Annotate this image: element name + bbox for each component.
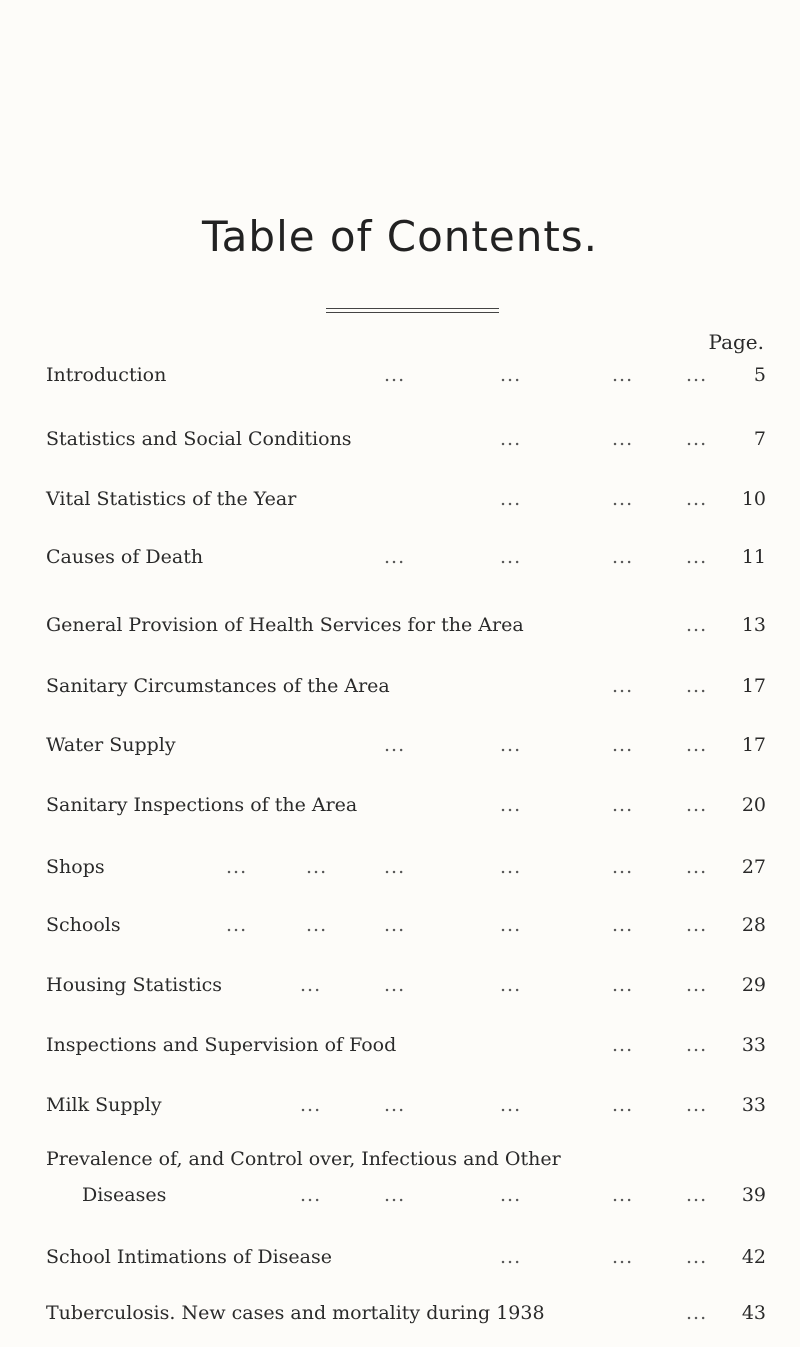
dot-leader: ... bbox=[384, 914, 406, 936]
dot-leader: ... bbox=[612, 1246, 634, 1268]
dot-leader: ... bbox=[500, 546, 522, 568]
dot-leader: ... bbox=[612, 488, 634, 510]
dot-leader: ... bbox=[500, 734, 522, 756]
toc-entry-title-continued: Diseases bbox=[82, 1184, 167, 1206]
dot-leader: ... bbox=[686, 856, 708, 878]
dot-leader: ... bbox=[612, 974, 634, 996]
dot-leader: ... bbox=[226, 914, 248, 936]
toc-entry-title: Statistics and Social Conditions bbox=[46, 428, 352, 450]
dot-leader: ... bbox=[686, 974, 708, 996]
dot-leader: ... bbox=[500, 856, 522, 878]
dot-leader: ... bbox=[300, 1184, 322, 1206]
toc-entry-page: 29 bbox=[741, 974, 766, 996]
title-divider-top bbox=[326, 308, 499, 309]
dot-leader: ... bbox=[384, 856, 406, 878]
dot-leader: ... bbox=[300, 1094, 322, 1116]
dot-leader: ... bbox=[612, 1094, 634, 1116]
dot-leader: ... bbox=[384, 734, 406, 756]
dot-leader: ... bbox=[384, 1094, 406, 1116]
title-divider-bottom bbox=[326, 312, 499, 313]
toc-entry-school-intimations bbox=[46, 1242, 766, 1272]
dot-leader: ... bbox=[612, 914, 634, 936]
page-title: Table of Contents. bbox=[201, 212, 599, 261]
toc-entry-milk-supply bbox=[46, 1090, 766, 1120]
dot-leader: ... bbox=[612, 364, 634, 386]
dot-leader: ... bbox=[612, 1034, 634, 1056]
toc-entry-page: 28 bbox=[741, 914, 766, 936]
dot-leader: ... bbox=[612, 734, 634, 756]
toc-entry-title: School Intimations of Disease bbox=[46, 1246, 333, 1268]
toc-entry-causes-of-death bbox=[46, 542, 766, 572]
toc-entry-title: Introduction bbox=[46, 364, 167, 386]
toc-entry-title: Housing Statistics bbox=[46, 974, 223, 996]
toc-entry-inspections-food bbox=[46, 1030, 766, 1060]
toc-entry-title: Sanitary Inspections of the Area bbox=[46, 794, 358, 816]
dot-leader: ... bbox=[686, 1094, 708, 1116]
toc-entry-statistics-social bbox=[46, 424, 766, 454]
toc-entry-vital-statistics bbox=[46, 484, 766, 514]
dot-leader: ... bbox=[686, 364, 708, 386]
dot-leader: ... bbox=[612, 1184, 634, 1206]
dot-leader: ... bbox=[686, 734, 708, 756]
dot-leader: ... bbox=[686, 1034, 708, 1056]
dot-leader: ... bbox=[500, 1246, 522, 1268]
toc-entry-sanitary-inspections bbox=[46, 790, 766, 820]
toc-entry-page: 39 bbox=[741, 1184, 766, 1206]
toc-entry-page: 17 bbox=[741, 734, 766, 756]
toc-entry-title: Vital Statistics of the Year bbox=[46, 488, 297, 510]
toc-entry-page: 5 bbox=[753, 364, 766, 386]
toc-entry-page: 33 bbox=[741, 1094, 766, 1116]
toc-entry-title: Tuberculosis. New cases and mortality during 1938 bbox=[46, 1302, 545, 1324]
toc-entry-title: Schools bbox=[46, 914, 121, 936]
dot-leader: ... bbox=[306, 856, 328, 878]
dot-leader: ... bbox=[686, 546, 708, 568]
dot-leader: ... bbox=[612, 428, 634, 450]
dot-leader: ... bbox=[612, 856, 634, 878]
dot-leader: ... bbox=[300, 974, 322, 996]
toc-entry-shops bbox=[46, 852, 766, 882]
dot-leader: ... bbox=[500, 974, 522, 996]
dot-leader: ... bbox=[226, 856, 248, 878]
dot-leader: ... bbox=[686, 794, 708, 816]
dot-leader: ... bbox=[612, 675, 634, 697]
toc-entry-sanitary-circumstances bbox=[46, 671, 766, 701]
toc-entry-page: 11 bbox=[741, 546, 766, 568]
dot-leader: ... bbox=[500, 428, 522, 450]
toc-entry-title: Causes of Death bbox=[46, 546, 204, 568]
dot-leader: ... bbox=[686, 1246, 708, 1268]
toc-entry-title: Milk Supply bbox=[46, 1094, 162, 1116]
toc-entry-page: 27 bbox=[741, 856, 766, 878]
dot-leader: ... bbox=[500, 364, 522, 386]
dot-leader: ... bbox=[612, 546, 634, 568]
toc-entry-page: 42 bbox=[741, 1246, 766, 1268]
toc-entry-schools bbox=[46, 910, 766, 940]
dot-leader: ... bbox=[306, 914, 328, 936]
dot-leader: ... bbox=[686, 428, 708, 450]
toc-entry-page: 20 bbox=[741, 794, 766, 816]
toc-entry-page: 10 bbox=[741, 488, 766, 510]
dot-leader: ... bbox=[686, 1184, 708, 1206]
toc-entry-title: General Provision of Health Services for the Area bbox=[46, 614, 524, 636]
dot-leader: ... bbox=[500, 794, 522, 816]
toc-entry-page: 17 bbox=[741, 675, 766, 697]
toc-entry-title: Water Supply bbox=[46, 734, 176, 756]
toc-entry-title: Shops bbox=[46, 856, 105, 878]
dot-leader: ... bbox=[384, 546, 406, 568]
toc-entry-title: Prevalence of, and Control over, Infectious and Other bbox=[46, 1148, 561, 1170]
toc-entry-page: 33 bbox=[741, 1034, 766, 1056]
dot-leader: ... bbox=[686, 914, 708, 936]
dot-leader: ... bbox=[612, 794, 634, 816]
dot-leader: ... bbox=[686, 614, 708, 636]
toc-entry-introduction bbox=[46, 360, 766, 390]
toc-entry-title: Inspections and Supervision of Food bbox=[46, 1034, 397, 1056]
toc-entry-general-provision bbox=[46, 610, 766, 640]
dot-leader: ... bbox=[384, 974, 406, 996]
dot-leader: ... bbox=[686, 1302, 708, 1324]
dot-leader: ... bbox=[500, 914, 522, 936]
dot-leader: ... bbox=[384, 364, 406, 386]
toc-entry-page: 13 bbox=[741, 614, 766, 636]
toc-entry-page: 43 bbox=[741, 1302, 766, 1324]
dot-leader: ... bbox=[384, 1184, 406, 1206]
toc-entry-tuberculosis bbox=[46, 1298, 766, 1328]
toc-entry-title: Sanitary Circumstances of the Area bbox=[46, 675, 390, 697]
dot-leader: ... bbox=[686, 675, 708, 697]
dot-leader: ... bbox=[500, 488, 522, 510]
dot-leader: ... bbox=[500, 1094, 522, 1116]
toc-entry-infectious-diseases bbox=[46, 1148, 766, 1210]
toc-entry-page: 7 bbox=[753, 428, 766, 450]
toc-entry-housing-statistics bbox=[46, 970, 766, 1000]
dot-leader: ... bbox=[686, 488, 708, 510]
page-column-header: Page. bbox=[708, 330, 764, 354]
toc-entry-water-supply bbox=[46, 730, 766, 760]
dot-leader: ... bbox=[500, 1184, 522, 1206]
